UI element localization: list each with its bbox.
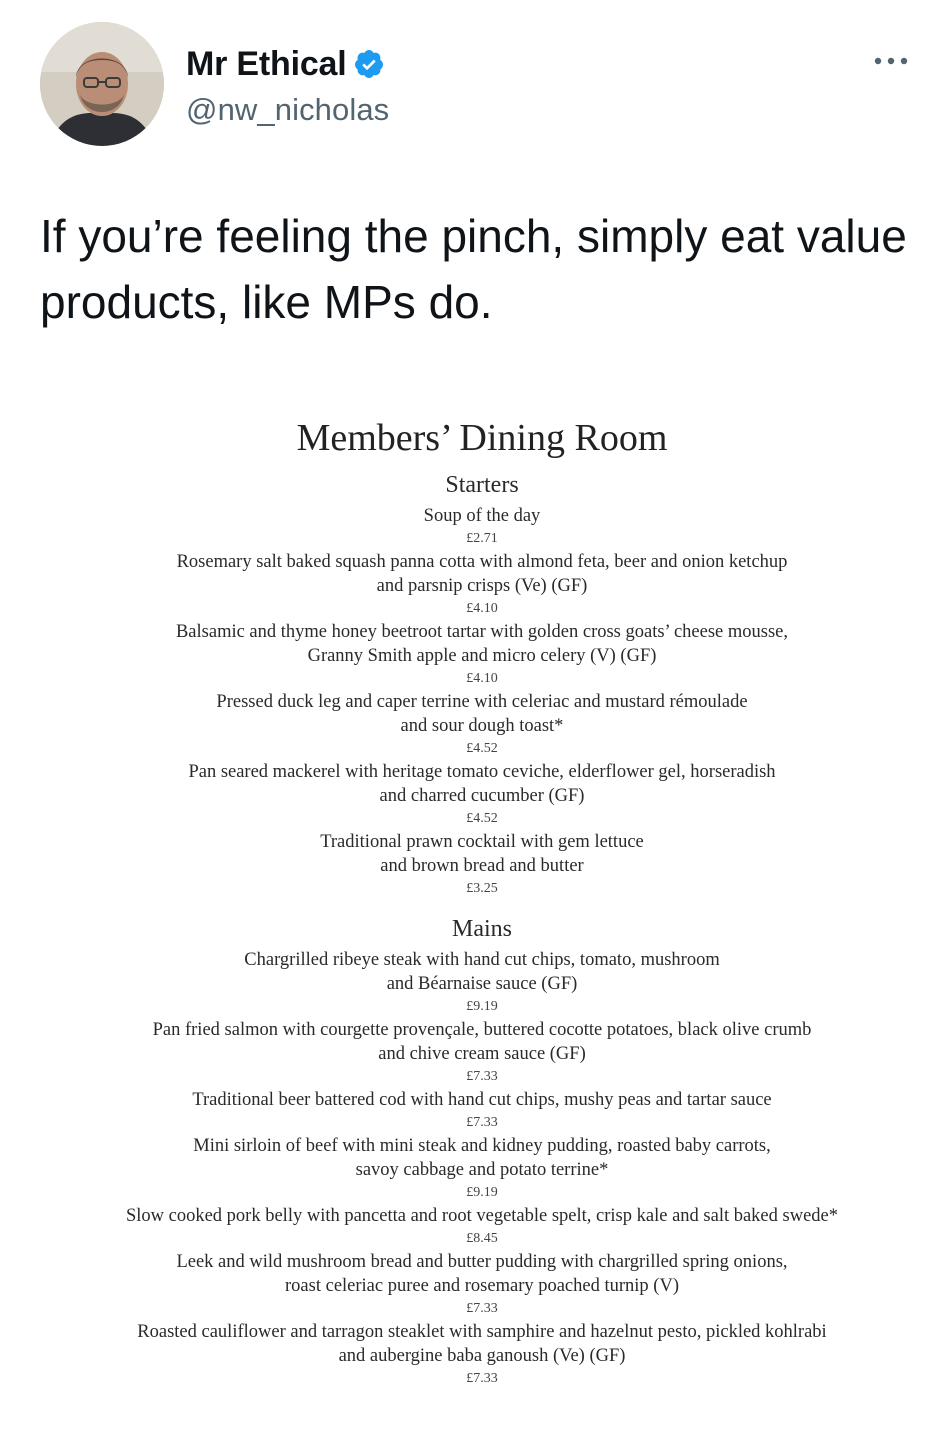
menu-item-description: and Béarnaise sauce (GF) <box>386 974 578 994</box>
menu-item-description: Rosemary salt baked squash panna cotta with almond feta, beer and onion ketchup <box>176 552 788 572</box>
menu-item-price: £7.33 <box>466 1069 498 1084</box>
menu-item <box>40 830 924 900</box>
tweet-header <box>40 22 912 152</box>
menu-item-description: Balsamic and thyme honey beetroot tartar with golden cross goats’ cheese mousse, <box>175 622 789 642</box>
menu-item-description: Pan fried salmon with courgette provençale, buttered cocotte potatoes, black olive crumb <box>152 1020 812 1040</box>
menu-item-description: Mini sirloin of beef with mini steak and kidney pudding, roasted baby carrots, <box>193 1136 771 1156</box>
menu-section-heading: Mains <box>452 916 512 942</box>
menu-item <box>40 504 924 550</box>
menu-item-description: and sour dough toast* <box>400 716 564 736</box>
menu-item-description: Pan seared mackerel with heritage tomato ceviche, elderflower gel, horseradish <box>188 762 776 782</box>
menu-item-description: Pressed duck leg and caper terrine with celeriac and mustard rémoulade <box>216 692 748 712</box>
menu-item-price: £4.10 <box>466 671 498 686</box>
menu-item-price: £9.19 <box>466 999 498 1014</box>
display-name-row <box>186 44 389 84</box>
menu-item <box>40 1018 924 1088</box>
menu-item-price: £7.33 <box>466 1371 498 1386</box>
menu-item-price: £2.71 <box>466 531 498 546</box>
menu-item <box>40 1204 924 1250</box>
menu-item-price: £4.10 <box>466 601 498 616</box>
menu-item-description: and charred cucumber (GF) <box>379 786 585 806</box>
more-horizontal-icon[interactable] <box>872 54 910 68</box>
menu-item <box>40 1088 924 1134</box>
menu-item-description: and brown bread and butter <box>380 856 584 876</box>
menu-item-description: Slow cooked pork belly with pancetta and root vegetable spelt, crisp kale and salt baked swede* <box>125 1206 839 1226</box>
menu-item-description: Soup of the day <box>423 506 541 526</box>
menu-item <box>40 690 924 760</box>
avatar-photo <box>40 22 164 146</box>
menu-item <box>40 948 924 1018</box>
menu-item-description: roast celeriac puree and rosemary poached turnip (V) <box>285 1276 679 1296</box>
menu-title: Members’ Dining Room <box>296 417 668 459</box>
author-info <box>186 44 389 128</box>
verified-badge-icon <box>353 48 385 80</box>
tweet-text: If you’re feeling the pinch, simply eat value products, like MPs do. <box>40 210 907 328</box>
menu-item-description: Roasted cauliflower and tarragon steaklet with samphire and hazelnut pesto, pickled kohlrabi <box>137 1322 827 1342</box>
menu-item-description: and parsnip crisps (Ve) (GF) <box>376 576 588 596</box>
menu-image[interactable] <box>40 410 924 1440</box>
menu-item-description: Leek and wild mushroom bread and butter pudding with chargrilled spring onions, <box>176 1252 788 1272</box>
menu-item <box>40 1134 924 1204</box>
menu-section-heading: Starters <box>445 472 519 498</box>
menu-item <box>40 760 924 830</box>
menu-item-description: Traditional beer battered cod with hand cut chips, mushy peas and tartar sauce <box>192 1090 772 1110</box>
menu-item-price: £7.33 <box>466 1301 498 1316</box>
menu-item-description: savoy cabbage and potato terrine* <box>355 1160 609 1180</box>
menu-item-price: £9.19 <box>466 1185 498 1200</box>
author-handle[interactable]: @nw_nicholas <box>186 92 390 127</box>
menu-item-price: £4.52 <box>466 811 498 826</box>
menu-item-description: Granny Smith apple and micro celery (V) (GF) <box>307 646 657 666</box>
menu-item <box>40 550 924 620</box>
menu-item-price: £8.45 <box>466 1231 498 1246</box>
menu-sections <box>40 466 924 1390</box>
menu-item <box>40 620 924 690</box>
menu-item-price: £4.52 <box>466 741 498 756</box>
avatar[interactable] <box>40 22 164 146</box>
menu-item-description: Traditional prawn cocktail with gem lettuce <box>320 832 644 852</box>
menu-item-price: £3.25 <box>466 881 498 896</box>
menu-item <box>40 1320 924 1390</box>
menu-item-price: £7.33 <box>466 1115 498 1130</box>
display-name[interactable]: Mr Ethical <box>186 44 347 83</box>
menu-item <box>40 1250 924 1320</box>
menu-item-description: and chive cream sauce (GF) <box>378 1044 586 1064</box>
menu-item-description: Chargrilled ribeye steak with hand cut chips, tomato, mushroom <box>244 950 720 970</box>
menu-item-description: and aubergine baba ganoush (Ve) (GF) <box>338 1346 626 1366</box>
